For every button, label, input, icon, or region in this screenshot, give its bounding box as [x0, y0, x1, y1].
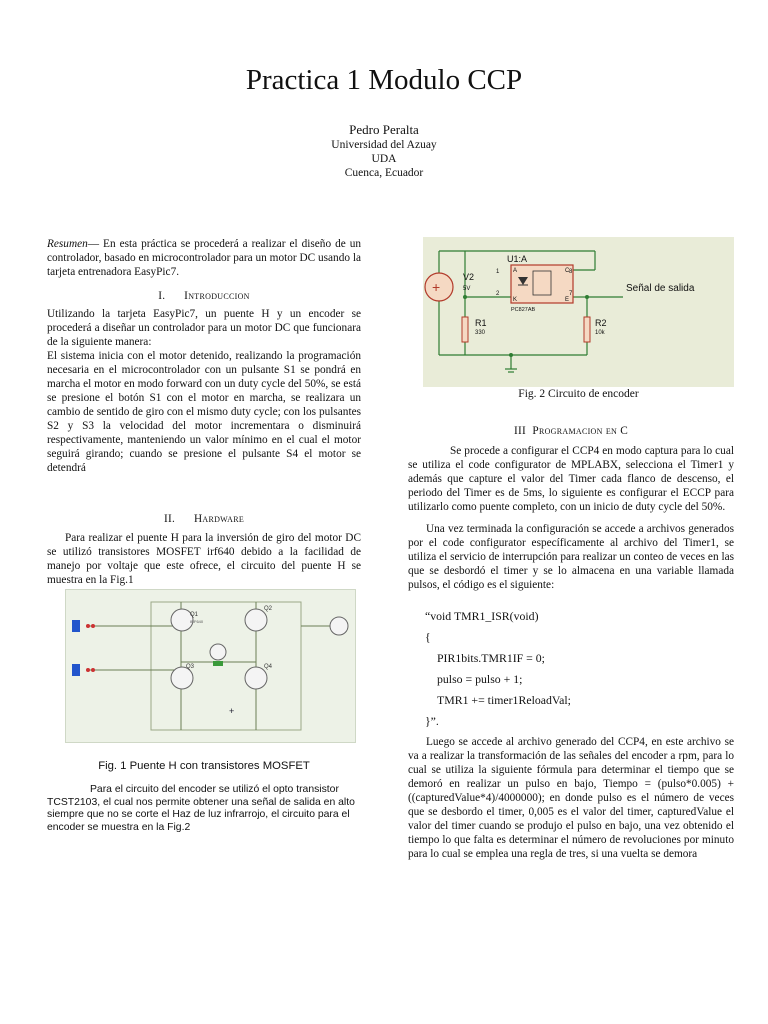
- abstract-text: — En esta práctica se procederá a realizar el diseño de un controlador, basado en microcontrolador para un motor DC usando la tarjeta entrenadora EasyPic7.: [47, 238, 361, 278]
- section-number: I.: [158, 290, 166, 302]
- pin-1: 1: [496, 269, 500, 275]
- encoder-schematic: [423, 237, 734, 387]
- section-heading-hardware: [47, 513, 361, 525]
- pin-8: 8: [569, 269, 573, 275]
- abstract: [47, 237, 361, 279]
- label-u1a: U1:A: [507, 254, 528, 264]
- hardware-paragraph-1: Para realizar el puente H para la inversión de giro del motor DC se utilizó transistores MOSFET irf640 debido a la facilidad de manejo por voltaje que este ofrece, el circuito del puente H se muestra en la Fig.1: [47, 532, 361, 586]
- affiliation-short: UDA: [371, 153, 397, 165]
- label-r1-value: 330: [475, 330, 486, 336]
- label-v2-value: 5V: [463, 286, 471, 292]
- prog-paragraph-3: Luego se accede al archivo generado del CCP4, en este archivo se va a realizar la transformación de las señales del encoder a rpm, para lo cual se utiliza la siguiente fórmula para determinar el tiempo que se demoró en realizar un pulso en bajo, Tiempo = (pulso*0.005) + ((capturedValue*4)/4000000); en donde pulso es el número de veces que se desbordo el timer, 0,005 es el valor del timer, capturedValue el valor del timer cuando se produjo el pulso en bajo, una vez obtenido el tiempo lo que falta es determinar el número de revoluciones por minuto para lo cual se emplea una regla de tres, si una vuelta se demora: [408, 736, 734, 860]
- label-r2-value: 10k: [595, 330, 605, 336]
- figure-encoder: [423, 237, 734, 387]
- label-irf640: IRF640: [190, 619, 204, 624]
- prog-paragraph-1: Se procede a configurar el CCP4 en modo captura para lo cual se utiliza el code configurator de MPLABX, selecciona el Timer1 y además que capture el valor del Timer cada flanco de descenso, el periodo del Timer es de 5ms, lo siguiente es configurar el ECCP para utilizarlo como puente completo, con un inicio de duty cycle del 50%.: [408, 445, 734, 513]
- figure-1-caption: Fig. 1 Puente H con transistores MOSFET: [98, 760, 310, 772]
- pin-letter-a: A: [513, 268, 518, 274]
- section-number: III: [513, 425, 527, 437]
- code-block: [425, 609, 725, 728]
- figure-h-bridge: [65, 589, 356, 743]
- section-number: II.: [163, 513, 176, 525]
- label-output: Señal de salida: [626, 283, 695, 294]
- code-line: {: [425, 630, 431, 644]
- hardware-body: [47, 531, 361, 587]
- prog-body-2: [408, 735, 734, 861]
- section-title: Introduccion: [184, 290, 250, 302]
- pin-7: 7: [569, 291, 573, 297]
- code-line: PIR1bits.TMR1IF = 0;: [437, 651, 545, 665]
- code-line: pulso = pulso + 1;: [437, 672, 523, 686]
- label-v2: V2: [463, 272, 475, 282]
- intro-body: [47, 307, 361, 475]
- section-title: Hardware: [193, 513, 245, 525]
- label-r1: R1: [475, 318, 487, 328]
- label-part: PC827AB: [511, 307, 536, 313]
- label-q2: Q2: [264, 606, 273, 612]
- intro-paragraph-2: El sistema inicia con el motor detenido, realizando la programación necesaria en el microcontrolador con un pulsante S1 se pondrá en marcha el motor en modo forward con un duty cycle del 50%, se está se presione el botón S1 con el motor en marcha, se realizara un cambio de sentido de giro con el mismo duty cycle; con los pulsantes S2 y S3 la velocidad del motor incrementara o disminuirá respectivamente, manteniendo un valor mínimo en el cual el motor seguirá girando; cuando se presione el pulsante S4 el motor se detendrá: [47, 350, 361, 474]
- pin-letter-k: K: [513, 297, 518, 303]
- label-q4: Q4: [264, 664, 273, 670]
- label-q3: Q3: [186, 664, 195, 670]
- pin-2: 2: [496, 291, 500, 297]
- section-title: Programacion en C: [532, 425, 629, 437]
- pin-letter-e: E: [565, 297, 570, 303]
- code-line: “void TMR1_ISR(void): [425, 609, 539, 623]
- label-q1: Q1: [190, 612, 199, 618]
- affiliation-university: Universidad del Azuay: [331, 139, 437, 151]
- section-heading-prog: [408, 425, 734, 437]
- intro-paragraph-1: Utilizando la tarjeta EasyPic7, un puente H y un encoder se procederá a diseñar un controlador para un motor DC que funcionara de la siguiente manera:: [47, 308, 361, 348]
- h-bridge-schematic: [66, 590, 355, 742]
- affiliation-city: Cuenca, Ecuador: [344, 167, 424, 179]
- label-r2: R2: [595, 318, 607, 328]
- pin-letter-c: C: [565, 268, 570, 274]
- svg-text:+: +: [432, 279, 441, 295]
- prog-body: [408, 444, 734, 592]
- section-heading-intro: [47, 290, 361, 302]
- figure-2-caption: Fig. 2 Circuito de encoder: [518, 388, 639, 400]
- svg-text:+: +: [229, 706, 235, 716]
- paper-title: Practica 1 Modulo CCP: [245, 64, 523, 96]
- prog-paragraph-2: Una vez terminada la configuración se accede a archivos generados por el code configurator específicamente al archivo del Timer1, se utiliza el servicio de interrupción para realizar un conteo de veces en las que se desbordó el timer y se lo almacena en una variable llamada pulsos, el código es el siguiente:: [408, 523, 734, 591]
- abstract-label: Resumen: [47, 238, 88, 250]
- code-line: TMR1 += timer1ReloadVal;: [437, 693, 571, 707]
- author-name: Pedro Peralta: [349, 122, 419, 137]
- hardware-paragraph-2: Para el circuito del encoder se utilizó el opto transistor TCST2103, el cual nos permite obtener una señal de salida en alto siempre que no se corte el Haz de luz infrarrojo, el circuito para el encoder se muestra en la Fig.2: [47, 784, 355, 833]
- code-line: }”.: [425, 714, 439, 728]
